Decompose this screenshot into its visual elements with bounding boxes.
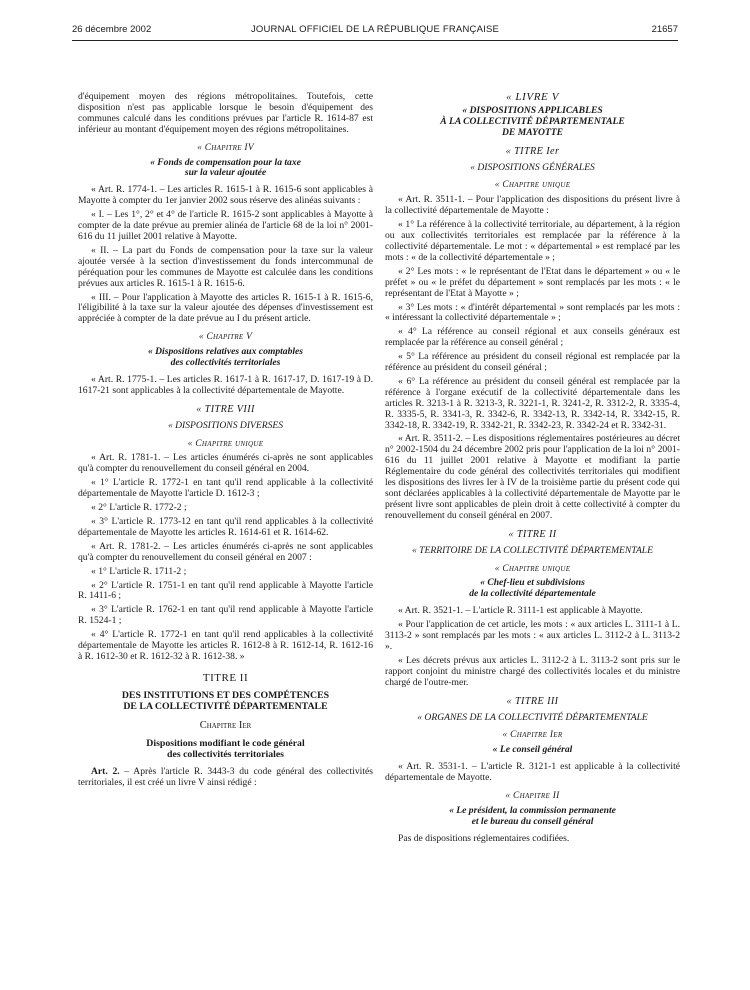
chapter-label-text: « Chapitre unique — [494, 180, 571, 191]
titre-heading: TITRE II — [202, 671, 249, 684]
chapter-label-text: « Chapitre IV — [197, 142, 254, 153]
paragraph: « 3° L'article R. 1762-1 en tant qu'il rend applicable à Mayotte l'article R. 1524-1 ; — [78, 604, 373, 627]
paragraph: « Art. R. 3531-1. – L'article R. 3121-1 est applicable à la collectivité départementale de Mayotte. — [385, 761, 680, 784]
livre-heading: « LIVRE V — [505, 91, 560, 103]
chapter-label — [385, 730, 680, 741]
paragraph: Pas de dispositions réglementaires codifiées. — [398, 832, 570, 844]
article-label: Art. 2. — [91, 765, 120, 777]
right-column — [385, 92, 680, 848]
chapter-label — [385, 791, 680, 802]
chapter-title: « Le président, la commission permanente et le bureau du conseil général — [449, 804, 616, 827]
paragraph: « Art. R. 1775-1. – Les articles R. 1617-1 à R. 1617-17, D. 1617-19 à D. 1617-21 sont applicables à la collectivité départementale de Mayotte. — [78, 373, 373, 396]
chapter-label-text: « Chapitre II — [505, 791, 560, 802]
paragraph: « 2° L'article R. 1751-1 en tant qu'il rend applicable à Mayotte l'article R. 1411-6 ; — [78, 579, 373, 602]
paragraph: « 2° L'article R. 1772-2 ; — [91, 502, 187, 514]
chapter-label-text: « Chapitre unique — [494, 563, 571, 574]
header-date: 26 décembre 2002 — [72, 24, 152, 35]
paragraph: « Art. R. 3511-2. – Les dispositions réglementaires postérieures au décret n° 2002-1504 du 24 décembre 2002 pris pour l'application de la loi n° 2001-616 du 11 juillet 2001 relative à Mayotte et modifiant la partie Réglementaire du code général des collectivités territoriales qui modifient les dispositions des livres Ier à IV de la troisième partie du présent code qui sont déclarées applicables à la collectivité départementale de Mayotte par le présent livre sont applicables de plein droit à cette collectivité à compter du renouvellement du conseil général en 2007. — [385, 433, 680, 521]
chapter-title: Dispositions modifiant le code général des collectivités territoriales — [146, 737, 305, 761]
paragraph: « 1° L'article R. 1772-1 en tant qu'il rend applicable à la collectivité départementale de Mayotte l'article D. 1612-3 ; — [78, 477, 373, 500]
livre-subheading: « DISPOSITIONS APPLICABLES À LA COLLECTIVITÉ DÉPARTEMENTALE DE MAYOTTE — [440, 104, 625, 138]
paragraph: « Pour l'application de cet article, les mots : « aux articles L. 3111-1 à L. 3113-2 » sont remplacés par les mots : « aux articles L. 3112-2 à L. 3113-2 ». — [385, 619, 680, 652]
chapter-label — [78, 439, 373, 450]
chapter-label — [78, 143, 373, 154]
chapter-label — [385, 564, 680, 575]
article-text: – Après l'article R. 3443-3 du code général des collectivités territoriales, il est créé un livre V ainsi rédigé : — [78, 765, 373, 788]
paragraph: « Art. R. 3521-1. – L'article R. 3111-1 est applicable à Mayotte. — [398, 605, 643, 617]
left-column — [78, 92, 373, 792]
titre-subheading: « ORGANES DE LA COLLECTIVITÉ DÉPARTEMENTALE — [417, 711, 648, 723]
paragraph: « 1° La référence à la collectivité territoriale, au département, à la région ou aux collectivités territoriales est remplacée par la référence à la collectivité départementale. Le mot : « départemental » est remplacé par les mots : « de la collectivité départementale » ; — [385, 219, 680, 263]
chapter-label-text: « Chapitre V — [198, 332, 253, 343]
titre-heading: « TITRE II — [508, 528, 557, 540]
paragraph: « 4° La référence au conseil régional et aux conseils généraux est remplacée par la référence au conseil général ; — [385, 326, 680, 349]
paragraph: « 4° L'article R. 1772-1 en tant qu'il rend applicables à la collectivité départementale de Mayotte les articles R. 1612-8 à R. 1612-14, R. 1612-16 à R. 1612-30 et R. 1612-32 à R. 1612-38. » — [78, 629, 373, 662]
chapter-label — [78, 332, 373, 343]
page-number: 21657 — [651, 24, 678, 35]
chapter-title: « Le conseil général — [492, 744, 573, 756]
paragraph: « 2° Les mots : « le représentant de l'Etat dans le département » ou « le préfet » ou « le préfet du département » sont remplacés par les mots : « le représentant de l'Etat à Mayotte » ; — [385, 265, 680, 299]
paragraph: « III. – Pour l'application à Mayotte des articles R. 1615-1 à R. 1615-6, l'éligibilité à la taxe sur la valeur ajoutée des dépenses d'investissement est appréciée à compter de la date prévue au I du présent article. — [78, 291, 373, 325]
titre-heading: « TITRE VIII — [196, 403, 255, 415]
header-rule — [72, 40, 678, 41]
paragraph: « 5° La référence au président du conseil régional est remplacée par la référence au président du conseil général ; — [385, 351, 680, 374]
paragraph: « Art. R. 1781-2. – Les articles énumérés ci-après ne sont applicables qu'à compter du renouvellement du conseil général en 2007 : — [78, 540, 373, 563]
paragraph: « 3° L'article R. 1773-12 en tant qu'il rend applicables à la collectivité départementale de Mayotte les articles R. 1614-61 et R. 1614-62. — [78, 516, 373, 538]
titre-subheading: « DISPOSITIONS GÉNÉRALES — [470, 161, 595, 173]
paragraph: « II. – La part du Fonds de compensation pour la taxe sur la valeur ajoutée versée à la section d'investissement du fonds intercommunal de péréquation pour les communes de Mayotte est calculée dans les conditions prévues aux articles R. 1615-1 à R. 1615-6. — [78, 244, 373, 289]
journal-title: JOURNAL OFFICIEL DE LA RÉPUBLIQUE FRANÇAISE — [250, 24, 500, 35]
chapter-label-text: « Chapitre unique — [187, 438, 264, 449]
paragraph: « 1° L'article R. 1711-2 ; — [91, 565, 187, 577]
paragraph: « Art. R. 1781-1. – Les articles énumérés ci-après ne sont applicables qu'à compter du renouvellement du conseil général en 2004. — [78, 452, 373, 475]
paragraph: « 3° Les mots : « d'intérêt départemental » sont remplacés par les mots : « intéressant la collectivité départementale » ; — [385, 301, 680, 324]
chapter-label-text: « Chapitre Ier — [502, 730, 563, 741]
titre-subheading: « TERRITOIRE DE LA COLLECTIVITÉ DÉPARTEMENTALE — [411, 544, 653, 556]
chapter-label: Chapitre Ier — [199, 719, 252, 731]
paragraph: « Art. R. 1774-1. – Les articles R. 1615-1 à R. 1615-6 sont applicables à Mayotte à compter du 1er janvier 2002 sous réserve des alinéas suivants : — [78, 184, 373, 207]
titre-heading: « TITRE III — [506, 695, 559, 707]
titre-subheading: « DISPOSITIONS DIVERSES — [167, 419, 284, 431]
paragraph: « I. – Les 1°, 2° et 4° de l'article R. 1615-2 sont applicables à Mayotte à compter de la date prévue au premier alinéa de l'article 68 de la loi n° 2001-616 du 11 juillet 2001 relative à Mayotte. — [78, 209, 373, 242]
paragraph: « 6° La référence au président du conseil général est remplacée par la référence à l'organe exécutif de la collectivité départementale dans les articles R. 3213-1 à R. 3213-3, R. 3221-1, R. 3241-2, R. 3312-2, R. 3335-4, R. 3335-5, R. 3341-3, R. 3342-6, R. 3342-13, R. 3342-14, R. 3342-15, R. 3342-18, R. 3342-19, R. 3342-21, R. 3342-23, R. 3342-24 et R. 3342-31. — [385, 375, 680, 431]
chapter-label — [385, 180, 680, 191]
paragraph: d'équipement moyen des régions métropolitaines. Toutefois, cette disposition n'est pas applicable lorsque le besoin d'équipement des communes calculé dans les conditions prévues par l'article R. 1614-87 est inférieur au montant d'équipement moyen des régions métropolitaines. — [78, 91, 373, 135]
chapter-title: « Chef-lieu et subdivisions de la collectivité départementale — [469, 577, 596, 600]
paragraph: « Les décrets prévus aux articles L. 3112-2 à L. 3113-2 sont pris sur le rapport conjoint du ministre chargé des collectivités locales et du ministre chargé de l'outre-mer. — [385, 654, 680, 688]
titre-heading: « TITRE Ier — [505, 145, 560, 157]
chapter-title: « Dispositions relatives aux comptables des collectivités territoriales — [147, 346, 304, 369]
article-paragraph — [78, 767, 373, 789]
titre-subheading: DES INSTITUTIONS ET DES COMPÉTENCES DE LA COLLECTIVITÉ DÉPARTEMENTALE — [121, 689, 330, 713]
chapter-title: « Fonds de compensation pour la taxe sur la valeur ajoutée — [150, 156, 301, 179]
paragraph: « Art. R. 3511-1. – Pour l'application des dispositions du présent livre à la collectivité départementale de Mayotte : — [385, 194, 680, 217]
